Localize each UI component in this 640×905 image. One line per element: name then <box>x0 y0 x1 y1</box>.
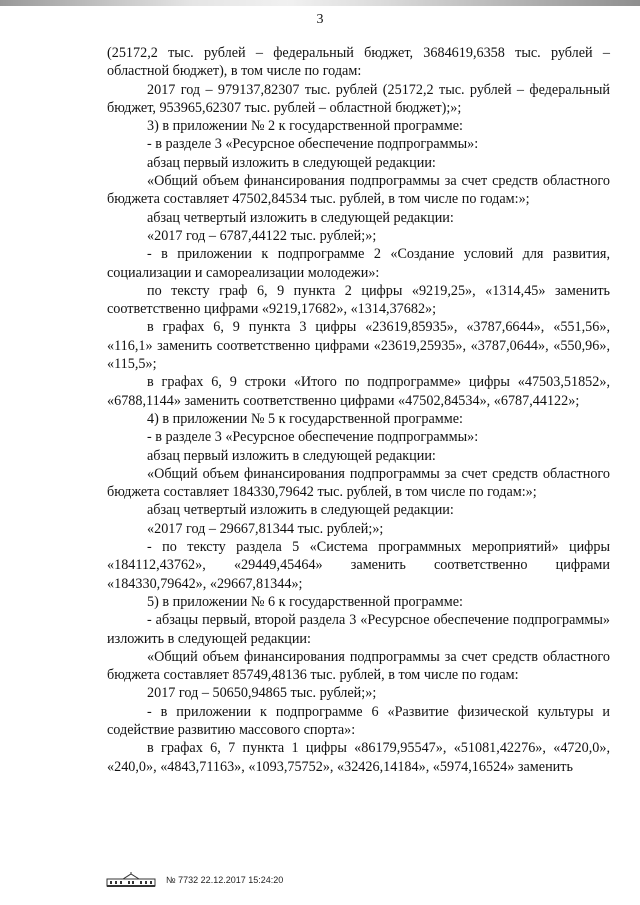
page-number: 3 <box>316 12 324 27</box>
paragraph: 5) в приложении № 6 к государственной программе: <box>147 593 463 610</box>
paragraph: в графах 6, 9 строки «Итого по подпрограмме» цифры «47503,51852», «6788,1144» заменить соответственно цифрами «47502,84534», «6787,44122»; <box>107 374 610 409</box>
paragraph: абзац четвертый изложить в следующей редакции: <box>147 502 454 519</box>
scan-edge <box>0 0 640 6</box>
paragraph: «2017 год – 29667,81344 тыс. рублей;»; <box>147 520 384 537</box>
paragraph: - в приложении к подпрограмме 6 «Развитие физической культуры и содействие развитию массового спорта»: <box>107 703 610 738</box>
registration-stamp: № 7732 22.12.2017 15:24:20 <box>166 875 284 885</box>
paragraph: «Общий объем финансирования подпрограммы за счет средств областного бюджета составляет 184330,79642 тыс. рублей, в том числе по годам:»; <box>107 465 610 501</box>
paragraph: абзац первый изложить в следующей редакции: <box>147 447 436 464</box>
paragraph: - по тексту раздела 5 «Система программных мероприятий» цифры «184112,43762», «29449,45464» заменить соответственно цифрами «184330,79642», «29667,81344»; <box>107 539 610 592</box>
paragraph: в графах 6, 7 пункта 1 цифры «86179,95547», «51081,42276», «4720,0», «240,0», «4843,71163», «1093,75752», «32426,14184», «5974,16524» заменить <box>107 740 610 775</box>
registration-footer <box>106 872 283 888</box>
paragraph: 3) в приложении № 2 к государственной программе: <box>147 118 463 135</box>
paragraph: - в разделе 3 «Ресурсное обеспечение подпрограммы»: <box>147 429 479 446</box>
paragraph: (25172,2 тыс. рублей – федеральный бюджет, 3684619,6358 тыс. рублей – областной бюджет), в том числе по годам: <box>107 45 610 80</box>
paragraph: - в разделе 3 «Ресурсное обеспечение подпрограммы»: <box>147 136 479 153</box>
paragraph: абзац первый изложить в следующей редакции: <box>147 154 436 171</box>
paragraph: 2017 год – 50650,94865 тыс. рублей;»; <box>147 685 377 702</box>
paragraph: 4) в приложении № 5 к государственной программе: <box>147 410 463 427</box>
building-logo-icon <box>106 872 156 888</box>
paragraph: «Общий объем финансирования подпрограммы за счет средств областного бюджета составляет 85749,48136 тыс. рублей, в том числе по годам: <box>107 648 610 684</box>
paragraph: в графах 6, 9 пункта 3 цифры «23619,85935», «3787,6644», «551,56», «116,1» заменить соответственно цифрами «23619,25935», «3787,0644», «550,96», «115,5»; <box>107 319 610 373</box>
paragraph: абзац четвертый изложить в следующей редакции: <box>147 209 454 226</box>
paragraph: - абзацы первый, второй раздела 3 «Ресурсное обеспечение подпрограммы» изложить в следующей редакции: <box>107 612 610 647</box>
paragraph: «Общий объем финансирования подпрограммы за счет средств областного бюджета составляет 47502,84534 тыс. рублей, в том числе по годам:»; <box>107 173 610 208</box>
paragraph: «2017 год – 6787,44122 тыс. рублей;»; <box>147 227 377 244</box>
document-body <box>107 44 610 776</box>
paragraph: - в приложении к подпрограмме 2 «Создание условий для развития, социализации и самореализации молодежи»: <box>107 246 610 281</box>
paragraph: 2017 год – 979137,82307 тыс. рублей (25172,2 тыс. рублей – федеральный бюджет, 953965,62307 тыс. рублей – областной бюджет);»; <box>107 81 610 116</box>
paragraph: по тексту граф 6, 9 пункта 2 цифры «9219,25», «1314,45» заменить соответственно цифрами «9219,17682», «1314,37682»; <box>107 282 610 318</box>
